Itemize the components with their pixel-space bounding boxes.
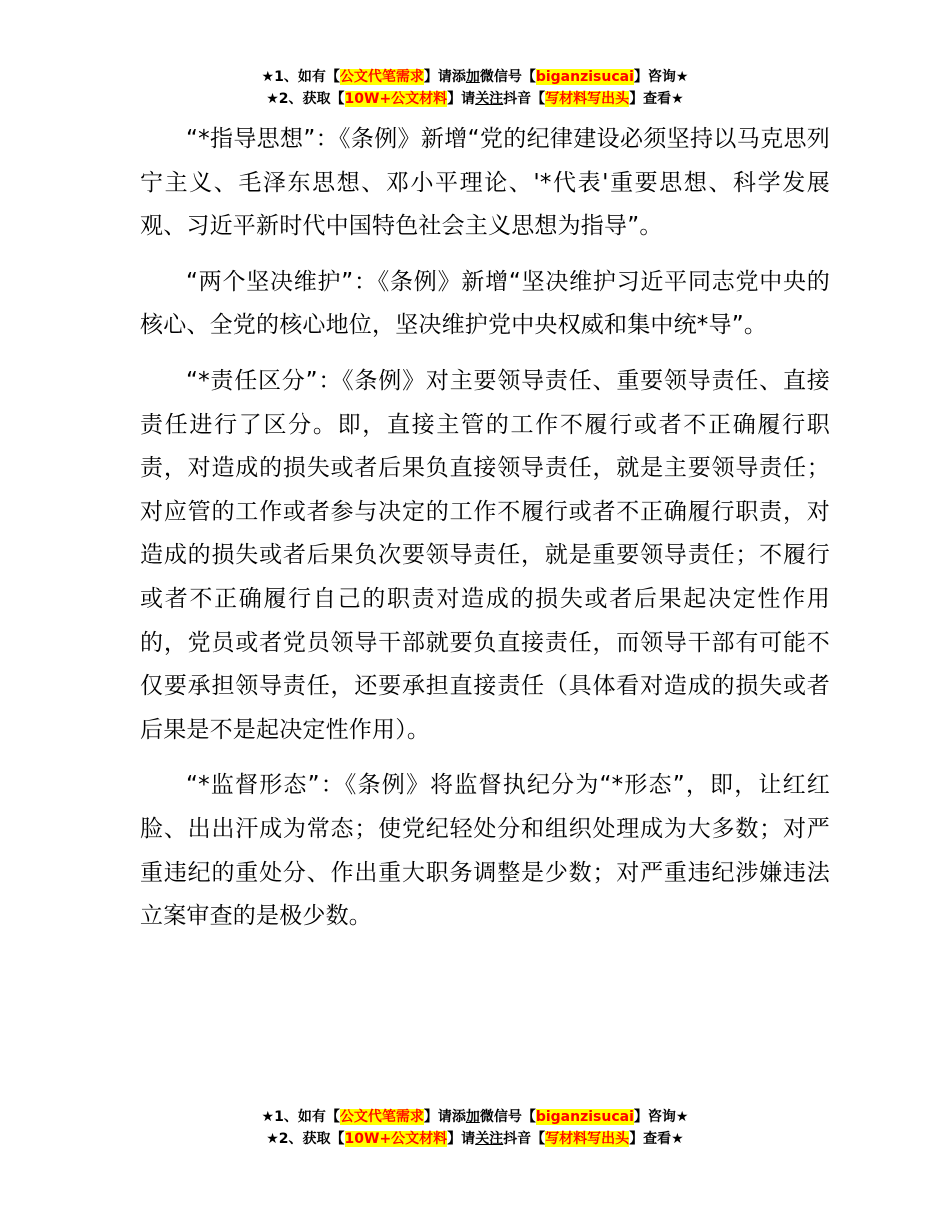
banner-text: 微信号【 [479, 69, 536, 85]
banner-text: 】查看★ [629, 1131, 684, 1147]
paragraph-responsibility: “*责任区分”：《条例》对主要领导责任、重要领导责任、直接责任进行了区分。即，直接主管的工作不履行或者不正确履行职责，对造成的损失或者后果负直接领导责任，就是主要领导责任；对应管的工作或者参与决定的工作不履行或者不正确履行职责，对造成的损失或者后果负次要领导责任，就是重要领导责任；不履行或者不正确履行自己的职责对造成的损失或者后果起决定性作用的，党员或者党员领导干部就要负直接责任，而领导干部有可能不仅要承担领导责任，还要承担直接责任（具体看对造成的损失或者后果是不是起决定性作用）。 [140, 367, 830, 743]
banner-text: ★1、如有【 [261, 69, 340, 85]
banner-text: 】请添 [423, 69, 466, 85]
banner-text-underlined: 关注 [475, 1131, 504, 1147]
banner-text-underlined: 加 [465, 69, 480, 85]
highlight-douyin-account: 写材料写出头 [545, 91, 630, 107]
banner-text: 】咨询★ [633, 1109, 689, 1125]
banner-line-2 [0, 88, 950, 110]
footer-banner [0, 1106, 950, 1150]
banner-text: 抖音【 [503, 91, 546, 107]
banner-text: 微信号【 [479, 1109, 536, 1125]
paragraph-two-upholds: “两个坚决维护”：《条例》新增“坚决维护习近平同志党中央的核心、全党的核心地位，坚决维护党中央权威和集中统*导”。 [140, 268, 830, 339]
header-banner [0, 66, 950, 110]
banner-text: 】请添 [423, 1109, 466, 1125]
banner-text: 】查看★ [629, 91, 684, 107]
paragraph-guiding-ideology: “*指导思想”：《条例》新增“党的纪律建设必须坚持以马克思列宁主义、毛泽东思想、邓小平理论、'*代表'重要思想、科学发展观、习近平新时代中国特色社会主义思想为指导”。 [140, 126, 830, 240]
highlight-service: 公文代笔需求 [339, 1109, 424, 1125]
banner-text: ★1、如有【 [261, 1109, 340, 1125]
highlight-materials: 10W+公文材料 [344, 1131, 448, 1147]
banner-text: 抖音【 [503, 1131, 546, 1147]
banner-text-underlined: 关注 [475, 91, 504, 107]
highlight-wechat-id: biganzisucai [535, 1109, 634, 1125]
banner-line-1 [0, 1106, 950, 1128]
paragraph-supervision-forms: “*监督形态”：《条例》将监督执纪分为“*形态”，即，让红红脸、出出汗成为常态；使党纪轻处分和组织处理成为大多数；对严重违纪的重处分、作出重大职务调整是少数；对严重违纪涉嫌违法立案审查的是极少数。 [140, 772, 830, 930]
banner-text: 】请 [447, 91, 476, 107]
banner-line-2 [0, 1128, 950, 1150]
banner-text: ★2、获取【 [266, 1131, 345, 1147]
banner-text-underlined: 加 [465, 1109, 480, 1125]
highlight-douyin-account: 写材料写出头 [545, 1131, 630, 1147]
highlight-service: 公文代笔需求 [339, 69, 424, 85]
document-body [140, 118, 830, 951]
banner-text: 】咨询★ [633, 69, 689, 85]
banner-text: ★2、获取【 [266, 91, 345, 107]
highlight-wechat-id: biganzisucai [535, 69, 634, 85]
highlight-materials: 10W+公文材料 [344, 91, 448, 107]
banner-text: 】请 [447, 1131, 476, 1147]
banner-line-1 [0, 66, 950, 88]
